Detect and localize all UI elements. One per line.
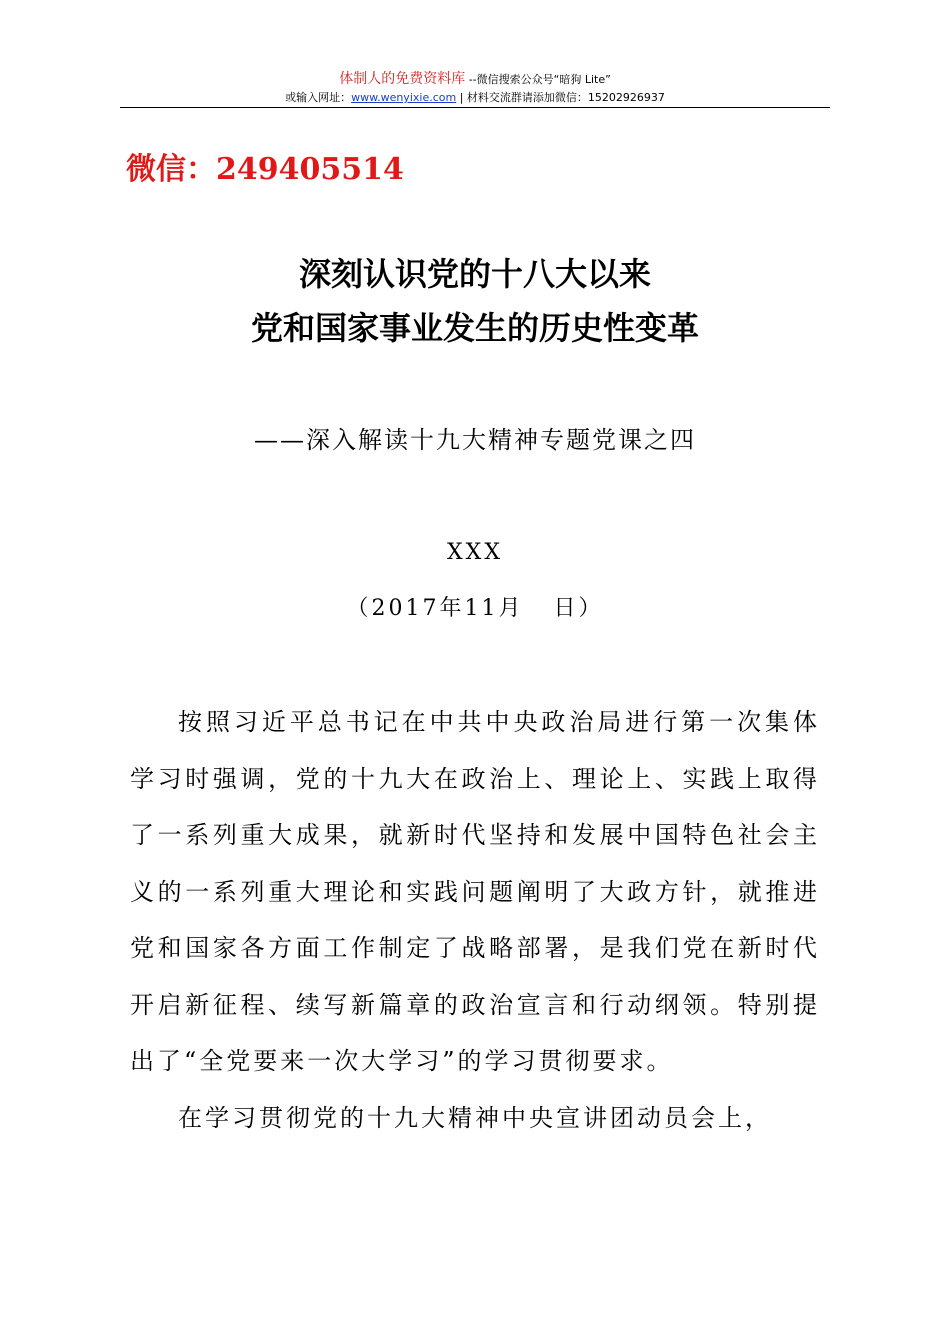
document-date: （2017年11月 日）	[346, 596, 604, 621]
header-tagline: --微信搜索公众号“暗狗 Lite”	[465, 73, 611, 86]
page-header	[120, 70, 830, 107]
header-url-prefix: 或输入网址：	[285, 91, 352, 104]
document-title	[75, 247, 875, 355]
header-contact: | 材料交流群请添加微信：15202926937	[456, 91, 665, 104]
title-line-1: 深刻认识党的十八大以来	[298, 255, 651, 293]
paragraph-2: 在学习贯彻党的十九大精神中央宣讲团动员会上，	[178, 1103, 772, 1132]
header-line-2	[120, 89, 830, 107]
header-url-link[interactable]: www.wenyixie.com	[351, 91, 457, 104]
author-name: XXX	[447, 540, 503, 565]
wechat-label: 微信：249405514	[126, 152, 404, 187]
header-line-1	[120, 70, 830, 89]
paragraph-1: 按照习近平总书记在中共中央政治局进行第一次集体学习时强调，党的十九大在政治上、理论上、实践上取得了一系列重大成果，就新时代坚持和发展中国特色社会主义的一系列重大理论和实践问题阐明了大政方针，就推进党和国家各方面工作制定了战略部署，是我们党在新时代开启新征程、续写新篇章的政治宣言和行动纲领。特别提出了“全党要来一次大学习”的学习贯彻要求。	[130, 708, 820, 1075]
title-line-2: 党和国家事业发生的历史性变革	[250, 309, 699, 347]
document-subtitle: ——深入解读十九大精神专题党课之四	[254, 426, 696, 454]
header-brand: 体制人的免费资料库	[339, 71, 466, 87]
header-divider	[120, 107, 830, 108]
body-text	[130, 694, 820, 1146]
